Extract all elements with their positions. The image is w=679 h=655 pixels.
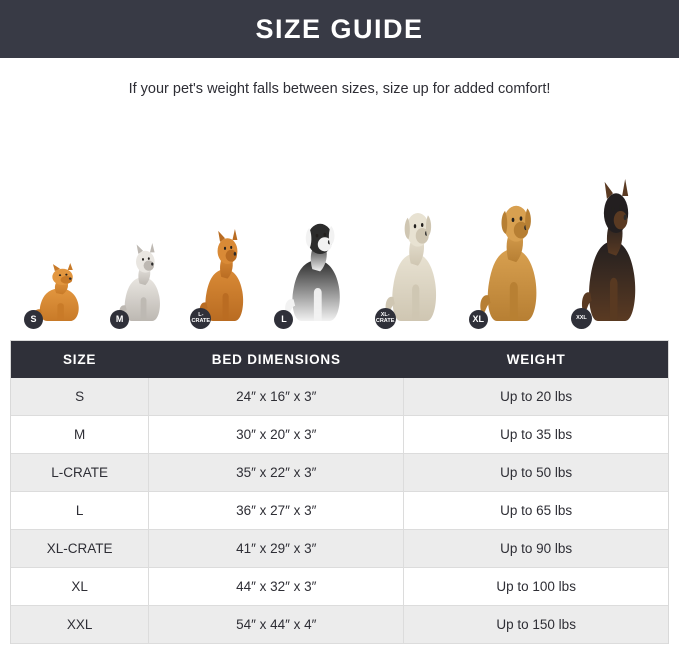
subtitle-container <box>0 58 679 120</box>
size-badge <box>375 308 396 329</box>
cell-dimensions: 35″ x 22″ x 3″ <box>149 454 404 492</box>
page-header <box>0 0 679 58</box>
page-title: SIZE GUIDE <box>255 13 424 44</box>
subtitle-text: If your pet's weight falls between sizes, size up for added comfort! <box>128 81 551 97</box>
cell-size: L <box>11 492 149 530</box>
column-header-weight: WEIGHT <box>404 341 668 378</box>
dog-golden-retriever-icon <box>473 193 553 326</box>
cell-dimensions: 41″ x 29″ x 3″ <box>149 530 404 568</box>
cell-size: XXL <box>11 606 149 644</box>
cell-weight: Up to 150 lbs <box>404 606 668 644</box>
cell-size: L-CRATE <box>11 454 149 492</box>
table-row <box>11 606 668 644</box>
cell-size: M <box>11 416 149 454</box>
table-row <box>11 530 668 568</box>
column-header-size: SIZE <box>11 341 149 378</box>
dog-doberman-pinscher-icon <box>575 179 651 326</box>
dog-border-collie-icon <box>278 213 356 326</box>
dog-size-item <box>28 126 92 326</box>
dog-size-item <box>375 126 451 326</box>
cell-dimensions: 36″ x 27″ x 3″ <box>149 492 404 530</box>
table-row <box>11 492 668 530</box>
dog-silhouette <box>278 213 356 321</box>
dog-pomeranian-icon <box>28 263 92 326</box>
size-badge <box>24 310 43 329</box>
cell-weight: Up to 65 lbs <box>404 492 668 530</box>
cell-dimensions: 44″ x 32″ x 3″ <box>149 568 404 606</box>
size-badge-label: L <box>281 314 287 324</box>
cell-weight: Up to 90 lbs <box>404 530 668 568</box>
cell-weight: Up to 100 lbs <box>404 568 668 606</box>
size-badge <box>571 308 592 329</box>
size-badge <box>274 310 293 329</box>
dog-size-item <box>114 126 172 326</box>
cell-size: XL-CRATE <box>11 530 149 568</box>
dog-shiba-inu-icon <box>191 229 256 326</box>
dog-french-bulldog-icon <box>114 243 172 326</box>
table-row <box>11 378 668 416</box>
column-header-dimensions: BED DIMENSIONS <box>149 341 404 378</box>
size-badge-label: XXL <box>576 314 587 321</box>
size-badge-label: XL <box>472 314 485 324</box>
dog-silhouette <box>575 179 651 321</box>
dog-size-item <box>473 126 553 326</box>
dog-size-illustrations <box>10 126 669 326</box>
dog-silhouette <box>194 229 256 321</box>
table-row <box>11 568 668 606</box>
cell-size: XL <box>11 568 149 606</box>
size-table-body <box>11 378 668 644</box>
size-badge <box>469 310 488 329</box>
table-header-row <box>11 341 668 378</box>
size-badge-label: L-CRATE <box>191 312 211 324</box>
dog-silhouette <box>379 201 451 321</box>
dog-labrador-retriever-icon <box>375 201 451 326</box>
size-table <box>11 341 668 644</box>
cell-weight: Up to 50 lbs <box>404 454 668 492</box>
cell-weight: Up to 35 lbs <box>404 416 668 454</box>
size-table-head <box>11 341 668 378</box>
dog-silhouette <box>473 193 553 321</box>
size-badge-label: XL-CRATE <box>375 312 395 324</box>
dog-size-item <box>575 126 651 326</box>
cell-weight: Up to 20 lbs <box>404 378 668 416</box>
size-badge <box>190 308 211 329</box>
size-badge <box>110 310 129 329</box>
cell-dimensions: 24″ x 16″ x 3″ <box>149 378 404 416</box>
size-badge-label: M <box>115 314 124 324</box>
dog-size-item <box>278 126 356 326</box>
cell-dimensions: 54″ x 44″ x 4″ <box>149 606 404 644</box>
cell-dimensions: 30″ x 20″ x 3″ <box>149 416 404 454</box>
size-table-container <box>10 340 669 644</box>
table-row <box>11 416 668 454</box>
size-badge-label: S <box>30 314 37 324</box>
table-row <box>11 454 668 492</box>
dog-size-item <box>191 126 256 326</box>
dog-silhouette <box>114 243 172 321</box>
cell-size: S <box>11 378 149 416</box>
